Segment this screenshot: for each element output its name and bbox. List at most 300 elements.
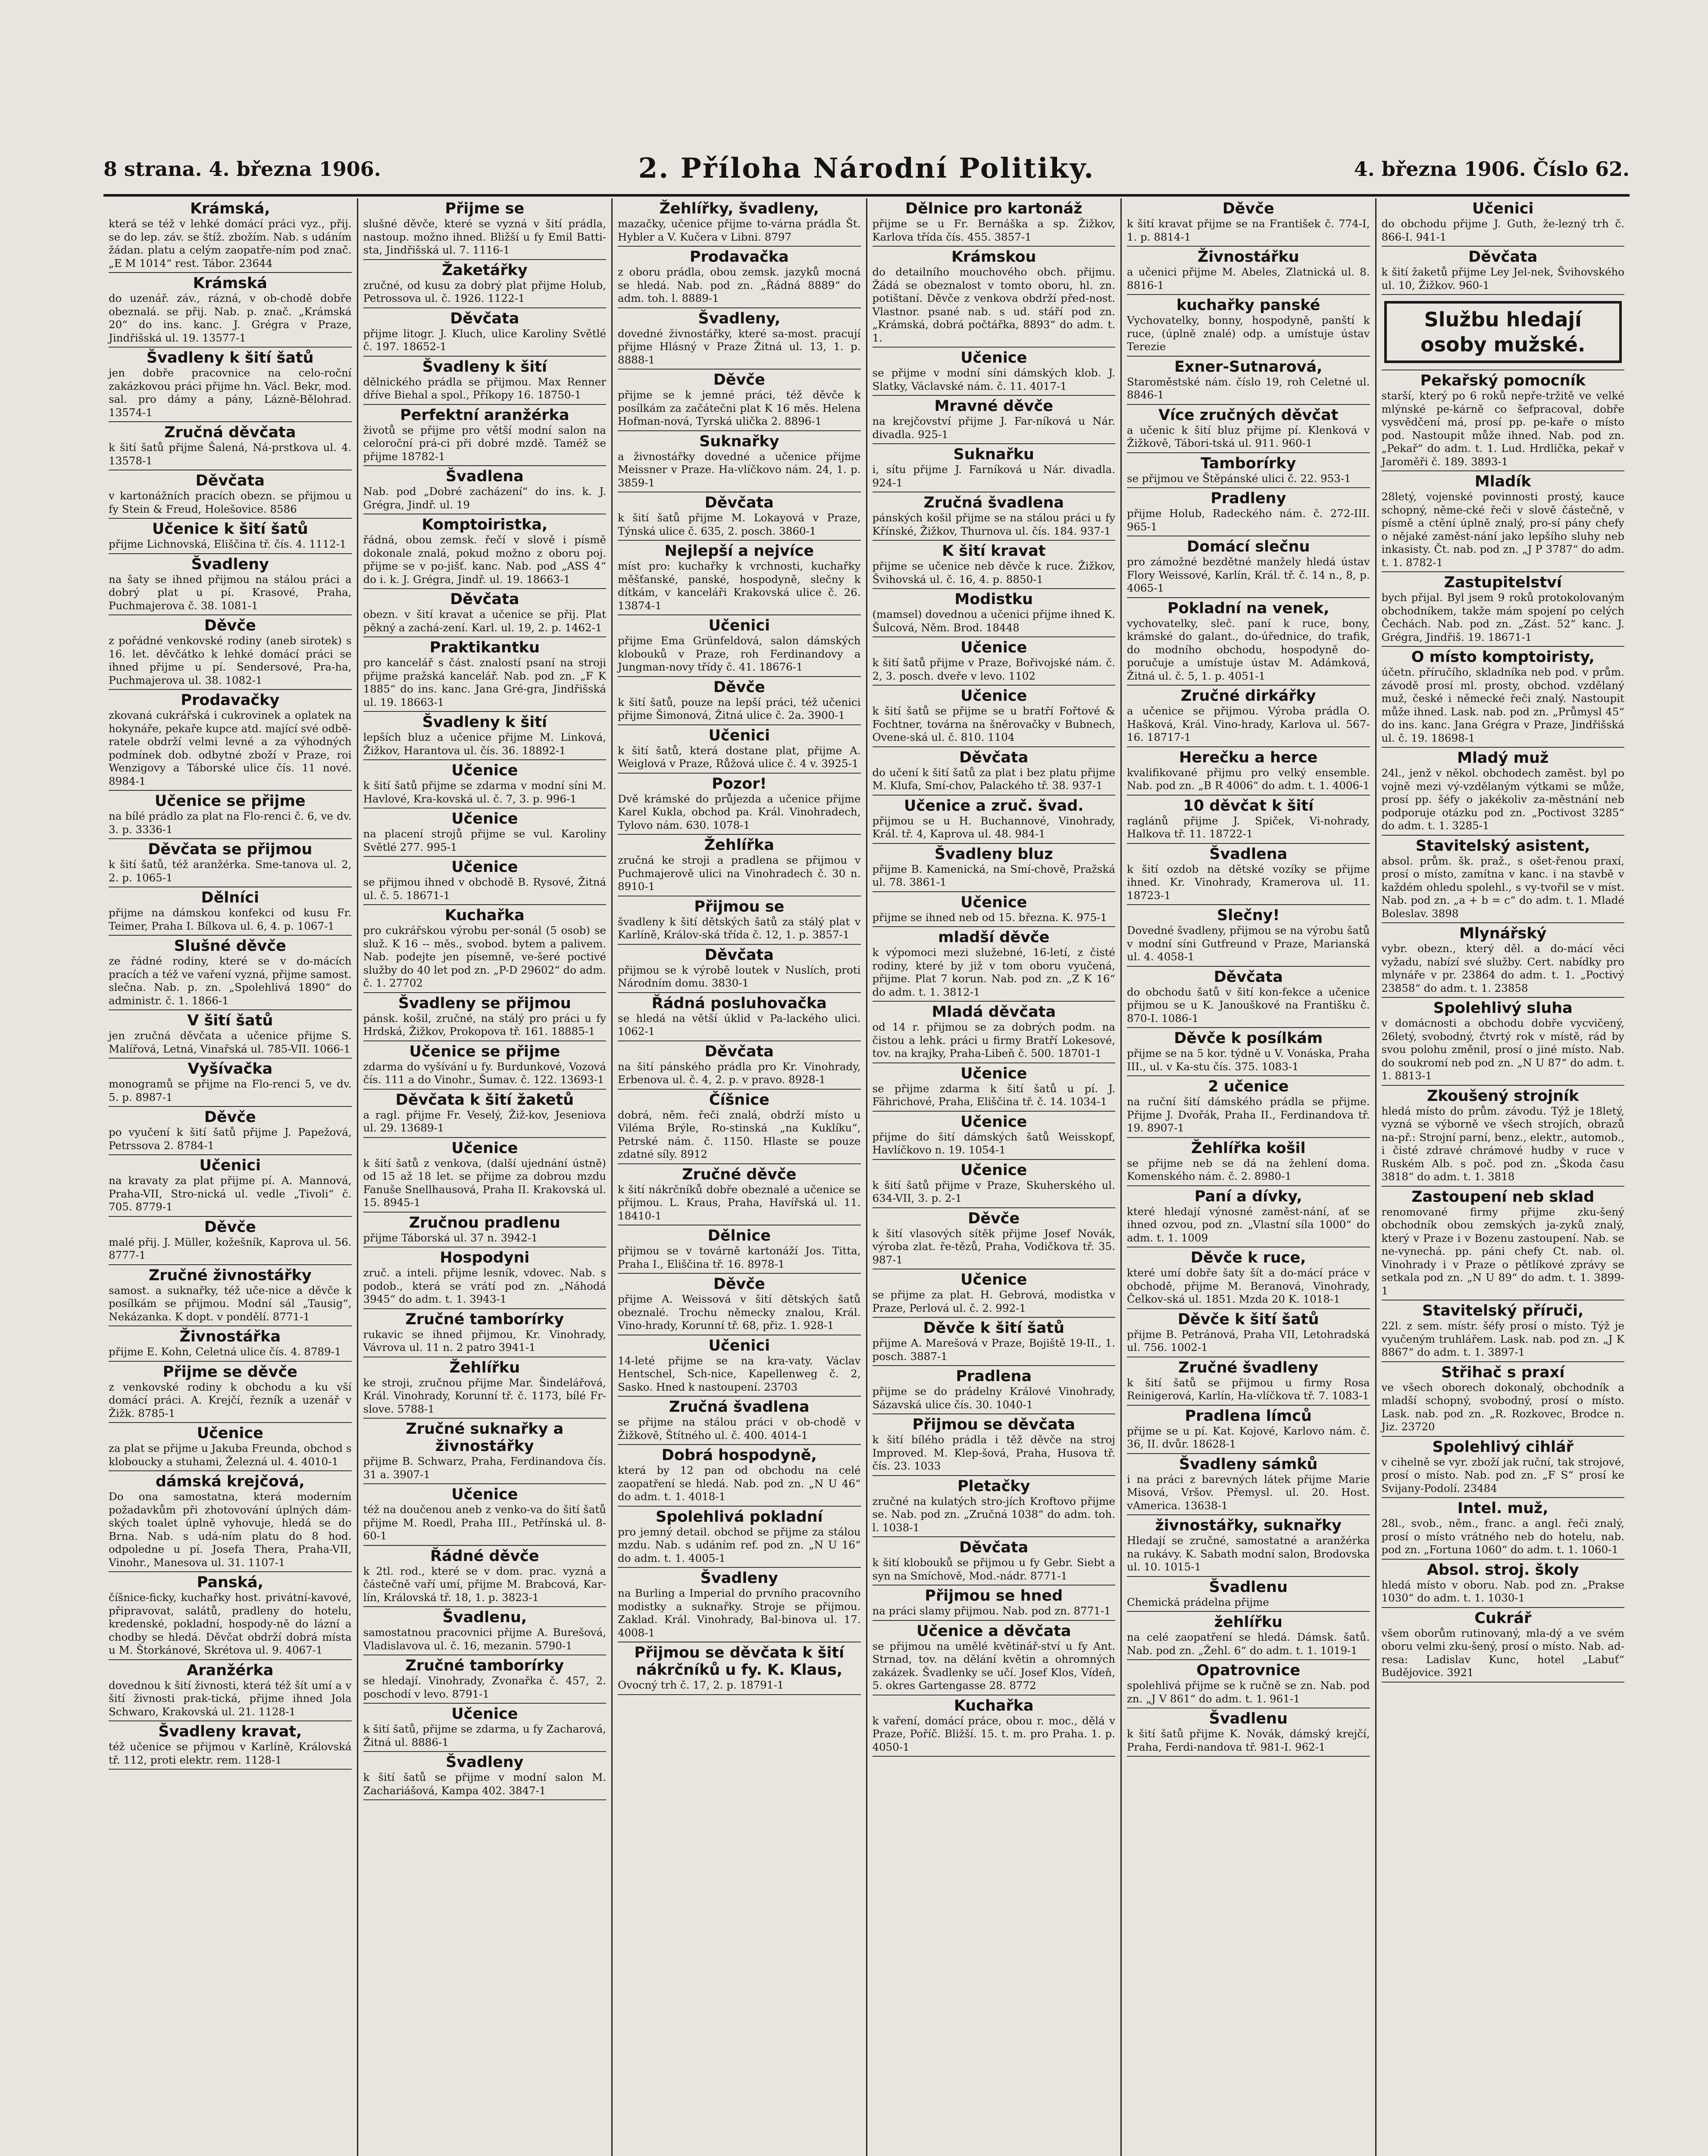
classified-ad — [618, 541, 861, 615]
ad-body: švadleny k šití dětských šatů za stálý plat v Karlíně, Králov-ská třída č. 12, 1. p. 3857-1 — [618, 915, 861, 941]
ad-title: Zručná švadlena — [923, 494, 1064, 511]
ad-body: účetn. příručího, skladníka neb pod. v prům. závodě prosí ml. prosty, obchod. vzdělaný muž, české i německé řeči znalý. Nastoupit může ihned. Lask. nab. pod zn. „Průmysl 45“ do ins. kanc. Jana Grégra v Praze, Jindřišská ul. č. 19. 18698-1 — [1381, 666, 1624, 744]
classified-ad — [1382, 1498, 1625, 1560]
ad-body: kvalifikované přijmu pro velký ensemble. Nab. pod zn. „B R 4006“ do adm. t. 1. 4006-1 — [1127, 766, 1370, 792]
ad-title: Pekařský pomocník — [1420, 372, 1586, 389]
classified-ad — [109, 273, 352, 348]
ad-title: Absol. stroj. školy — [1426, 1561, 1579, 1579]
classified-ad — [363, 1309, 607, 1357]
classified-ad — [873, 1160, 1116, 1208]
ad-body: přijme Ema Grünfeldová, salon dámských klobouků v Praze, roh Ferdinandovy a Jungman-novy třídy č. 41. 18676-1 — [618, 634, 861, 673]
ad-body: pánsk. košil, zručné, na stálý pro práci u fy Hrdská, Žižkov, Prokopova tř. 161. 18885-1 — [363, 1012, 606, 1037]
ad-body: (mamsel) dovednou a učenici přijme ihned K. Šulcová, Něm. Brod. 18448 — [872, 608, 1115, 634]
ad-title: Přijme se děvče — [163, 1363, 297, 1381]
ad-title: Pletačky — [957, 1477, 1030, 1495]
ad-title: Komptoiristka, — [422, 516, 548, 533]
ad-body: obezn. v šití kravat a učenice se přij. Plat pěkný a zachá-zení. Karl. ul. 19, 2. p. 1462-1 — [363, 608, 606, 634]
classified-ad — [1127, 1357, 1370, 1406]
ad-title: Děvče k posílkám — [1174, 1030, 1323, 1047]
ad-body: se hledají. Vinohrady, Zvonařka č. 457, 2. poschodí v levo. 8791-1 — [363, 1674, 606, 1700]
column-4 — [867, 198, 1122, 2156]
classified-ad — [873, 747, 1116, 796]
ad-title: Dělnice pro kartonáž — [905, 200, 1082, 217]
ad-body: k šití šatů z venkova, (další ujednání ústně) od 15 až 18 let. se přijme za dobrou mzdu Fanuše Snellhausová, Praha II. Krakovská ul. 15. 8945-1 — [363, 1156, 606, 1209]
ad-body: Chemická prádelna přijme — [1127, 1595, 1269, 1608]
classified-ad — [1127, 453, 1370, 489]
classified-ad — [363, 514, 607, 589]
ad-body: Nab. pod „Dobré zacházení“ do ins. k. J. Grégra, Jindř. ul. 19 — [363, 485, 606, 511]
ad-title: Děvčata — [450, 591, 519, 608]
classified-ad — [1127, 1454, 1370, 1516]
classified-ad — [873, 444, 1116, 492]
ad-body: dovedné živnostářky, které sa-most. pracují přijme Hlásný v Praze Žitná ul. 13, 1. p. 8888-1 — [618, 327, 861, 366]
ad-title: Děvčata — [1214, 968, 1283, 986]
ad-title: Švadleny — [446, 1754, 524, 1771]
classified-ad — [1127, 488, 1370, 536]
ad-body: dobrá, něm. řeči znalá, obdrží místo u Viléma Brýle, Ro-stinská „na Kuklíku“, Petrské nám. č. 1150. Hlaste se pouze zdatné síly. 8912 — [618, 1108, 861, 1160]
ad-body: se přijme zdarma k šití šatů u pí. J. Fährichové, Praha, Eliščina tř. č. 14. 1034-1 — [872, 1082, 1115, 1108]
classified-ad — [363, 1090, 607, 1138]
ad-title: Děvče — [713, 371, 765, 389]
classified-ad — [873, 637, 1116, 686]
ad-body: přijme A. Weissová v šití dětských šatů obeznalé. Trochu německy znalou, Král. Vino-hrady, Korunní tř. 68, přiz. 1. 928-1 — [618, 1293, 861, 1332]
ad-title: Učenice se přijme — [409, 1043, 560, 1060]
classified-ad — [363, 198, 607, 260]
ad-title: Mladý muž — [1457, 749, 1549, 767]
ad-title: Učenice — [451, 859, 518, 876]
classified-ad — [1382, 1560, 1625, 1608]
ad-body: k 2tl. rod., které se v dom. prac. vyzná a částečně vaří umí, přijme M. Brabcová, Kar-lín, Královská tř. 18, 1. p. 3823-1 — [363, 1564, 606, 1604]
ad-body: na bílé prádlo za plat na Flo-renci č. 6, ve dv. 3. p. 3336-1 — [109, 810, 352, 836]
classified-ad — [618, 1274, 861, 1335]
classified-ad — [109, 1155, 352, 1217]
ad-title: Děvčata — [704, 494, 774, 511]
ad-body: k šití nákrčníků dobře obeznalé a učenice se přijmou. L. Kraus, Praha, Havířská ul. 11. 18410-1 — [618, 1183, 861, 1222]
classified-ad — [109, 839, 352, 887]
classified-ad — [1382, 1086, 1625, 1187]
classified-ad — [363, 308, 607, 357]
ad-body: rukavic se ihned přijmou, Kr. Vinohrady, Vávrova ul. 11 n. 2 patro 3941-1 — [363, 1328, 606, 1354]
ad-title: Švadleny k šití — [422, 358, 547, 376]
classified-ad — [618, 725, 861, 774]
classified-ad — [363, 993, 607, 1041]
ad-body: též učenice se přijmou v Karlíně, Královská tř. 112, proti elektr. rem. 1128-1 — [109, 1740, 352, 1766]
ad-title: Učenice — [960, 1113, 1027, 1131]
ad-body: se přijme v modní síni dámských klob. J. Slatky, Václavské nám. č. 11. 4017-1 — [872, 367, 1115, 392]
ad-body: zruč. a inteli. přijme lesník, vdovec. Nab. s podob., která se vrátí pod zn. „Náhodá 3945“ do adm. t. 1. 3943-1 — [363, 1266, 606, 1305]
ad-body: přijme B. Petránová, Praha VII, Letohradská ul. 756. 1002-1 — [1127, 1328, 1370, 1354]
ad-body: k šití šatů, přijme se zdarma, u fy Zacharová, Žitná ul. 8886-1 — [363, 1723, 606, 1749]
ad-body: spolehlivá přijme se k ručně se zn. Nab. pod zn. „J V 861“ do adm. t. 1. 961-1 — [1127, 1679, 1370, 1705]
classified-ad — [873, 1269, 1116, 1318]
ad-title: Učenice a zruč. švad. — [904, 797, 1084, 815]
ad-body: Dovedné švadleny, přijmou se na výrobu šatů v modní síni Gutfreund v Praze, Marianská ul. 4. 4058-1 — [1127, 924, 1370, 963]
ad-title: Stavitelský asistent, — [1415, 837, 1590, 855]
ad-title: Učenici — [708, 1337, 770, 1354]
ad-title: mladší děvče — [938, 929, 1050, 946]
classified-ad — [618, 1397, 861, 1445]
ad-body: absol. prům. šk. praž., s ošet-řenou praxí, prosí o místo, zamítna v kanc. i na stavbě v každém ohledu spolehl., s vy-tvořil se v míst. Nab. pod zn. „a + b = c“ do adm. t. 1. Mladé Boleslav. 3898 — [1381, 854, 1624, 920]
ad-title: Mlynářský — [1459, 925, 1547, 942]
classified-ad — [1382, 572, 1625, 647]
classified-ad — [873, 396, 1116, 444]
ad-body: k šití šatů přijme K. Novák, dámský krejčí, Praha, Ferdi-nandova tř. 981-I. 962-1 — [1127, 1727, 1370, 1753]
ad-title: 10 děvčat k šití — [1183, 797, 1314, 815]
ad-title: Číšnice — [709, 1091, 770, 1109]
ad-body: Do ona samostatna, která moderním požadavkům při zhotovování úplných dám-ských toalet úplně vyhovuje, hledá se do Brna. Nab. s udá-ním platu do 8 hod. odpoledne u pí. Josefa Thera, Praha-VII, Vinohr., Manesova ul. 31. 1107-1 — [109, 1490, 352, 1569]
ad-body: se hledá na větší úklid v Pa-lackého ulici. 1062-1 — [618, 1012, 861, 1037]
ad-title: Zručnou pradlenu — [409, 1214, 560, 1232]
ad-title: Krámská — [193, 275, 267, 292]
classified-ad — [363, 1247, 607, 1309]
classified-ad — [873, 198, 1116, 247]
ad-body: k šití šatů se přijme se u bratří Fořtové & Fochtner, továrna na šněrovačky v Bubnech, Ovene-ská ul. č. 810. 1104 — [872, 705, 1115, 743]
ad-body: míst pro: kuchařky k vrchnosti, kuchařky měšťanské, panské, hospodyně, slečny k dítkám, v kanceláři Krakovská ulice č. 26. 13874-1 — [618, 560, 861, 612]
classified-ad — [109, 615, 352, 690]
ad-body: renomované firmy přijme zku-šený obchodník obou zemských ja-zyků znalý, který v Praze i v Bozenu zastoupení. Nab. se ne-vynechá. pp. páni chefy Ct. nab. ol. Vinohrady i v Praze o pětlíkové zprávy se setkala pod zn. „N U 89“ do adm. t. 1. 3899-1 — [1381, 1205, 1624, 1297]
ad-body: přijme do šití dámských šatů Weisskopf, Havlíčkovo n. 19. 1054-1 — [872, 1130, 1115, 1156]
ad-body: přijme E. Kohn, Celetná ulice čís. 4. 8789-1 — [109, 1345, 341, 1358]
ad-title: Děvčata — [1468, 248, 1538, 266]
ad-body: na práci slamy přijmou. Nab. pod zn. 8771-1 — [872, 1604, 1111, 1617]
ad-body: po vyučení k šití šatů přijme J. Papežová, Petrssova 2. 8784-1 — [109, 1126, 352, 1152]
page-number-date: 8 strana. 4. března 1906. — [103, 157, 381, 181]
ad-title: Učenice — [197, 1425, 263, 1442]
ad-title: 2 učenice — [1208, 1078, 1289, 1095]
ad-body: jen dobře pracovnice na celo-roční zakázkovou práci přijme hn. Václ. Bekr, mod. sal. pro dámy a pány, Lázně-Bělohrad. 13574-1 — [109, 367, 352, 419]
classified-ad — [873, 247, 1116, 348]
classified-ad — [618, 896, 861, 945]
classified-ad — [363, 1484, 607, 1546]
ad-title: Dobrá hospodyně, — [661, 1447, 817, 1464]
classified-columns — [103, 198, 1630, 2156]
ad-body: do obchodu šatů v šití kon-fekce a učenice přijmou se u K. Janouškové na Františku č. 870-I. 1086-1 — [1127, 985, 1370, 1025]
classified-ad — [873, 892, 1116, 928]
classified-ad — [873, 541, 1116, 589]
ad-body: samostatnou pracovnici přijme A. Burešová, Vladislavova ul. č. 16, mezanin. 5790-1 — [363, 1626, 606, 1652]
classified-ad — [1127, 747, 1370, 796]
ad-title: Opatrovnice — [1196, 1662, 1301, 1679]
classified-ad — [873, 1621, 1116, 1695]
ad-title: Mladá děvčata — [932, 1003, 1056, 1021]
ad-body: do uzenář. záv., rázná, v ob-chodě dobře obeznalá. se přij. Nab. p. znač. „Krámská 20“ do ins. kanc. J. Grégra v Praze, Jindřišská ul. 19. 13577-1 — [109, 292, 352, 344]
ad-title: Pozor! — [712, 775, 767, 793]
ad-body: k šití klobouků se přijmou u fy Gebr. Siebt a syn na Smíchově, Mod.-nádr. 8771-1 — [872, 1556, 1115, 1582]
classified-ad — [618, 492, 861, 541]
ad-title: Děvče k šití šatů — [1177, 1310, 1319, 1328]
classified-ad — [109, 1721, 352, 1770]
classified-ad — [109, 887, 352, 936]
classified-ad — [109, 554, 352, 616]
classified-ad — [109, 1572, 352, 1660]
ad-body: pro jemný detail. obchod se přijme za stálou mzdu. Nab. s udáním ref. pod zn. „N U 16“ do adm. t. 1. 4005-1 — [618, 1525, 861, 1564]
classified-ad — [109, 936, 352, 1010]
ad-body: vybr. obezn., který děl. a do-mácí věci vyžadu, nabízí své služby. Cert. nabídky pro mlynáře v pr. 23864 do adm. t. 1. „Poctivý 23858“ do adm. t. 1. 23858 — [1381, 942, 1624, 994]
ad-body: Dvě krámské do průjezda a učenice přijme Karel Kukla, obchod pa. Král. Vinohradech, Tylovo nám. 630. 1078-1 — [618, 792, 861, 831]
ad-body: z oboru prádla, obou zemsk. jazyků mocná se hledá. Nab. pod zn. „Řádná 8889“ do adm. toh. l. 8889-1 — [618, 266, 861, 304]
classified-ad — [873, 348, 1116, 396]
ad-title: Děvče — [1222, 200, 1274, 217]
ad-title: Dělnice — [707, 1227, 771, 1244]
ad-title: Více zručných děvčat — [1158, 406, 1339, 424]
classified-ad — [618, 1041, 861, 1090]
classified-ad — [873, 686, 1116, 747]
ad-body: se přijmou ihned v obchodě B. Rysové, Žitná ul. č. 5. 18671-1 — [363, 876, 606, 902]
classified-ad — [1127, 1515, 1370, 1577]
ad-title: Intel. muž, — [1457, 1500, 1548, 1517]
ad-body: na šití pánského prádla pro Kr. Vinohrady, Erbenova ul. č. 4, 2. p. v pravo. 8928-1 — [618, 1060, 861, 1086]
ad-title: Děvčata — [704, 946, 774, 964]
ad-body: k šití bílého prádla i těž děvče na stroj Improved. M. Klep-šová, Praha, Husova tř. čís. 23. 1033 — [872, 1433, 1115, 1472]
ad-body: k výpomoci mezi služebné, 16-letí, z čisté rodiny, které by již v tom oboru vyučená, přijme. Plat 7 korun. Nab. pod zn. „Z K 16“ do adm. t. 1. 3812-1 — [872, 946, 1115, 998]
page-header — [103, 149, 1630, 196]
ad-body: v domácnosti a obchodu dobře vycvičený, 26letý, svobodný, čtvrtý rok v místě, rád by svou polohu změnil, prosí o jiné místo. Nab. do soukromí neb pod zn. „N U 87“ do adm. t. 1. 8813-1 — [1381, 1017, 1624, 1082]
ad-body: a učenic k šití bluz přijme pí. Klenková v Žižkově, Tábori-tská ul. 911. 960-1 — [1127, 423, 1370, 449]
ad-title: Cukrář — [1474, 1609, 1532, 1627]
ad-title: Mravné děvče — [934, 398, 1053, 415]
classified-ad — [618, 1090, 861, 1164]
ad-title: Přijmou se — [694, 898, 785, 915]
classified-ad — [873, 1537, 1116, 1586]
ad-body: která by 12 pan od obchodu na celé zaopatření se hledá. Nab. pod zn. „N U 46“ do adm. t. 1. 4018-1 — [618, 1464, 861, 1503]
ad-title: Řádné děvče — [430, 1547, 539, 1565]
ad-title: Přijmou se hned — [925, 1587, 1063, 1604]
ad-title: Suknařky — [699, 432, 779, 450]
classified-ad — [109, 1059, 352, 1107]
ad-body: se přijme na stálou práci v ob-chodě v Žižkově, Štítného ul. č. 400. 4014-1 — [618, 1416, 861, 1442]
classified-ad — [873, 796, 1116, 844]
ad-body: životů se přijme pro větší modní salon na celoroční prá-ci při dobré mzdě. Taméž se přijme 18782-1 — [363, 423, 606, 463]
classified-ad — [1127, 295, 1370, 357]
ad-body: k šití kravat přijme se na František č. 774-I, 1. p. 8814-1 — [1127, 217, 1370, 243]
classified-ad — [873, 1112, 1116, 1160]
ad-title: Děvče — [968, 1210, 1020, 1227]
ad-title: Zručná děvčata — [164, 424, 296, 441]
ad-body: mazačky, učenice přijme to-várna prádla Št. Hybler a V. Kučera v Libni. 8797 — [618, 217, 861, 243]
classified-ad — [1127, 536, 1370, 598]
classified-ad — [1127, 686, 1370, 747]
ad-body: zručné, od kusu za dobrý plat přijme Holub, Petrossova ul. č. 1926. 1122-1 — [363, 279, 606, 304]
ad-body: k šití šatů, pouze na lepší práci, též učenici přijme Šimonová, Žitná ulice č. 2a. 3900-1 — [618, 696, 861, 721]
classified-ad — [363, 1607, 607, 1655]
classified-ad — [618, 308, 861, 370]
classified-ad — [1382, 923, 1625, 998]
publication-title: 2. Příloha Národní Politiky. — [638, 152, 1095, 185]
classified-ad — [109, 198, 352, 273]
ad-body: k šití šatů, která dostane plat, přijme A. Weiglová v Praze, Růžová ulice č. 4 v. 3925-1 — [618, 744, 861, 770]
classified-ad — [1127, 405, 1370, 453]
ad-body: dovednou k šití živnosti, která též šít umí a v šití živnosti prak-tická, přijme ihned Jola Schwaro, Krakovská ul. 21. 1128-1 — [109, 1679, 352, 1718]
classified-ad — [109, 1265, 352, 1327]
classified-ad — [618, 1164, 861, 1226]
ad-body: bych přijal. Byl jsem 9 roků protokolovaným obchodníkem, takže mám spojení po celých Čechách. Nab. pod zn. „Zást. 52“ kanc. J. Grégra, Jindřiš. 19. 18671-1 — [1381, 591, 1624, 643]
classified-ad — [1127, 967, 1370, 1028]
ad-body: do detailního mouchového obch. přijmu. Žádá se obeznalost v tomto oboru, hl. zn. potištaní. Děvče z venkova obdrží před-nost. Vlastnor. psané nab. s ud. stáří pod zn. „Krámská, dobrá počtářka, 8893“ do adm. t. 1. — [872, 266, 1115, 344]
ad-title: Zručné tamborírky — [405, 1310, 564, 1328]
ad-body: lepších bluz a učenice přijme M. Linková, Žižkov, Harantova ul. čís. 36. 18892-1 — [363, 731, 606, 757]
ad-title: Žehlířka košil — [1191, 1139, 1306, 1157]
ad-body: a učenice se přijmou. Výroba prádla O. Hašková, Král. Vino-hrady, Karlova ul. 567-16. 18717-1 — [1127, 705, 1370, 743]
ad-title: Švadleny se přijmou — [398, 994, 571, 1012]
classified-ad — [109, 1471, 352, 1572]
ad-body: 28letý, vojenské povinnosti prostý, kauce schopný, něme-cké řeči v slově částečně, v písmě a ctění úplně znalý, pro-sí pány chefy o nějaké zaměst-nání jako lepšího sluhy neb inkasisty. Čt. nab. pod zn. „J P 3787“ do adm. t. 1. 8782-1 — [1381, 490, 1624, 569]
ad-body: a ragl. přijme Fr. Veselý, Žiž-kov, Jeseniova ul. 29. 13689-1 — [363, 1108, 606, 1134]
ad-title: Řádná posluhovačka — [651, 994, 827, 1012]
ad-title: Zručné děvče — [682, 1166, 797, 1183]
classified-ad — [363, 589, 607, 637]
ad-title: Učenici — [708, 727, 770, 744]
classified-ad — [1382, 295, 1625, 370]
classified-ad — [1127, 1406, 1370, 1454]
ad-body: starší, který po 6 roků nepře-tržitě ve velké mlýnské pe-kárně co šefpracoval, dobře vysvědčení má, prosí pp. pe-kaře o místo pod. Nastoupit může ihned. Nab. pod zn. „Pekař“ do adm. t. 1. Lud. Hrdlička, pekař v Jaroměři č. 189. 3893-1 — [1381, 389, 1624, 468]
classified-ad — [109, 470, 352, 519]
ad-title: Žehlířka — [704, 837, 774, 854]
ad-title: Žaketářky — [441, 261, 528, 279]
ad-title: Střihač s praxí — [1441, 1363, 1565, 1381]
ad-body: na placení strojů přijme se vul. Karoliny Světlé 277. 995-1 — [363, 827, 606, 853]
classified-ad — [109, 1660, 352, 1722]
ad-title: V šití šatů — [187, 1012, 273, 1029]
classified-ad — [1382, 471, 1625, 572]
classified-ad — [1127, 1138, 1370, 1186]
ad-body: se přijme za plat. H. Gebrová, modistka v Praze, Perlová ul. č. 2. 992-1 — [872, 1288, 1115, 1314]
ad-body: číšnice-ficky, kuchařky host. privátní-kavové, připravovat, salátů, pradleny do hotelu, kredenské, pokladní, hospody-ně do lázní a chodby se hledá. Děvčat obdrží dobrá místa u M. Štorkánové, Skrétova ul. 9. 4067-1 — [109, 1591, 352, 1656]
ad-title: Slečny! — [1217, 907, 1280, 924]
classified-ad — [363, 637, 607, 712]
classified-ad — [1127, 1076, 1370, 1138]
ad-body: přijme se na 5 kor. týdně u V. Vonáska, Praha III., ul. v Ka-stu čís. 375. 1083-1 — [1127, 1047, 1370, 1073]
ad-title: Učenice — [960, 1271, 1027, 1288]
ad-title: Děvče — [204, 1109, 256, 1126]
ad-body: přijmou se k výrobě loutek v Nuslích, proti Národním domu. 3830-1 — [618, 963, 861, 989]
classified-ad — [363, 357, 607, 405]
ad-body: přijme Lichnovská, Eliščina tř. čís. 4. 1112-1 — [109, 538, 347, 550]
ad-body: samost. a suknařky, též uče-nice a děvče k posílkám se přijmou. Modní sál „Tausig“, Nekázanka. K dopt. v pondělí. 8771-1 — [109, 1284, 352, 1323]
ad-title: Kuchařka — [444, 907, 525, 924]
ad-body: i na práci z barevných látek přijme Marie Misová, Vršov. Přemysl. ul. 20. Host. vAmerica. 13638-1 — [1127, 1473, 1370, 1512]
ad-title: Učenice k šití šatů — [152, 520, 308, 538]
classified-ad — [1127, 905, 1370, 967]
ad-body: přijmou se v továrně kartonáží Jos. Titta, Praha I., Eliščina tř. 16. 8978-1 — [618, 1244, 861, 1270]
classified-ad — [618, 774, 861, 835]
classified-ad — [873, 1002, 1116, 1063]
classified-ad — [1382, 198, 1625, 247]
ad-body: dělnického prádla se přijmou. Max Renner dříve Biehal a spol., Příkopy 16. 18750-1 — [363, 375, 606, 401]
ad-title: Děvče — [204, 617, 256, 634]
classified-ad — [618, 431, 861, 493]
ad-title: Spolehlivá pokladní — [655, 1508, 823, 1526]
ad-body: přijme B. Kamenická, na Smí-chově, Pražská ul. 78. 3861-1 — [872, 862, 1115, 888]
ad-title: Švadlenu — [1209, 1578, 1288, 1596]
classified-ad — [363, 1752, 607, 1800]
ad-body: se přijme neb se dá na žehlení doma. Komenského nám. č. 2. 8980-1 — [1127, 1156, 1370, 1182]
ad-title: Paní a dívky, — [1194, 1188, 1302, 1205]
ad-title: Modistku — [954, 591, 1033, 608]
ad-body: slušné děvče, které se vyzná v šití prádla, nastoup. možno ihned. Bližší u fy Emil Batti-sta, Jindřišská ul. 7. 1116-1 — [363, 217, 606, 256]
ad-body: přijme se u pí. Kat. Kojové, Karlovo nám. č. 36, II. dvůr. 18628-1 — [1127, 1424, 1370, 1450]
ad-body: z venkovské rodiny k obchodu a ku vší domácí práci. A. Krejčí, řezník a uzenář v Žižk. 8785-1 — [109, 1380, 352, 1420]
classified-ad — [109, 348, 352, 422]
ad-title: Švadlena — [1209, 845, 1288, 863]
ad-title: Prodavačky — [181, 692, 280, 709]
ad-title: Učenice — [451, 1486, 518, 1503]
classified-ad — [1127, 1660, 1370, 1708]
ad-title: Přijme se — [445, 200, 525, 217]
ad-title: Děvče — [713, 1275, 765, 1293]
column-6 — [1376, 198, 1630, 2156]
ad-body: raglánů přijme J. Spiček, Vi-nohrady, Halkova tř. 11. 18722-1 — [1127, 814, 1370, 840]
ad-body: řádná, obou zemsk. řečí v slově i písmě dokonale znalá, pokud možno z oboru poj. přijme se v po-jišť. kanc. Nab. pod „ASS 4“ do i. k. J. Grégra, Jindř. ul. 19. 18663-1 — [363, 533, 606, 586]
ad-body: na ruční šití dámského prádla se přijme. Přijme J. Dvořák, Praha II., Ferdinandova tř. 19. 8907-1 — [1127, 1095, 1370, 1134]
classified-ad — [363, 1419, 607, 1484]
ad-title: Švadleny — [191, 555, 269, 573]
ad-title: Stavitelský příruči, — [1422, 1302, 1584, 1319]
ad-title: Nejlepší a nejvíce — [664, 542, 814, 560]
ad-title: Žehlířku — [449, 1359, 520, 1376]
section-heading: Službu hledají osoby mužské. — [1420, 308, 1586, 356]
ad-title: Učenice — [960, 687, 1027, 705]
ad-title: Švadlena — [445, 468, 524, 485]
ad-title: Děvčata — [704, 1043, 774, 1060]
ad-body: vychovatelky, sleč. paní k ruce, bony, krámské do galant., do-úřednice, do trafik, do modního obchodu, hospodyně do-poručuje a umístuje ústav M. Adámková, Žitná ul. č. 5, 1. p. 4051-1 — [1127, 617, 1370, 682]
ad-title: Učenici — [1472, 200, 1534, 217]
ad-body: 24l., jenž v někol. obchodech zaměst. byl po vojně mezi vý-vzdělaným výtkami se může, prosí pp. šéfy o jakékoliv za-městnání neb podporuje otázku pod zn. „Poctivost 3285“ do adm. t. 1. 3285-1 — [1381, 767, 1624, 832]
ad-title: Švadleny kravat, — [158, 1723, 302, 1740]
section-heading-box — [1384, 301, 1622, 363]
ad-body: se přijmou ve Štěpánské ulici č. 22. 953-1 — [1127, 472, 1351, 485]
ad-body: k šití žaketů přijme Ley Jel-nek, Švihovského ul. 10, Žižkov. 960-1 — [1381, 266, 1624, 291]
classified-ad — [873, 1695, 1116, 1757]
ad-body: Ovocný trh č. 17, 2. p. 18791-1 — [618, 1679, 784, 1691]
ad-body: přijme Táborská ul. 37 n. 3942-1 — [363, 1231, 538, 1244]
ad-body: k šití šatů se přijmou u firmy Rosa Reinigerová, Karlín, Ha-vlíčkova tř. 7. 1083-1 — [1127, 1376, 1370, 1402]
classified-ad — [363, 1138, 607, 1213]
classified-ad — [1382, 370, 1625, 471]
ad-title: Děvčata se přijmou — [148, 841, 313, 858]
classified-ad — [1127, 198, 1370, 247]
ad-title: Zastupitelství — [1444, 574, 1562, 591]
ad-body: od 14 r. přijmou se za dobrých podm. na čistou a lehk. práci u firmy Bratří Lokesové, tov. na krajky, Praha-Libeň č. 500. 18701-1 — [872, 1021, 1115, 1059]
ad-title: Učenice — [451, 1139, 518, 1157]
ad-body: přijme Holub, Radeckého nám. č. 272-III. 965-1 — [1127, 507, 1370, 533]
classified-ad — [1127, 1708, 1370, 1757]
ad-body: zručné na kulatých stro-jích Kroftovo přijme se. Nab. pod zn. „Zručná 1038“ do adm. toh. l. 1038-1 — [872, 1495, 1115, 1534]
ad-title: Hospodyni — [440, 1249, 530, 1266]
classified-ad — [363, 1041, 607, 1090]
classified-ad — [618, 1642, 861, 1695]
classified-ad — [873, 1414, 1116, 1476]
ad-body: a živnostářky dovedné a učenice přijme Meissner v Praze. Ha-vlíčkovo nám. 24, 1. p. 3859-1 — [618, 450, 861, 489]
ad-body: 22l. z sem. místr. šéfy prosí o místo. Týž je vyučeným truhlářem. Lask. nab. pod zn. „J K 8867“ do adm. t. 1. 3897-1 — [1381, 1319, 1624, 1358]
classified-ad — [1127, 1028, 1370, 1076]
ad-body: k vaření, domácí práce, obou r. moc., dělá v Praze, Poříč. Bližší. 15. t. m. pro Praha. 1. p. 4050-1 — [872, 1714, 1115, 1753]
ad-body: a učenici přijme M. Abeles, Zlatnická ul. 8. 8816-1 — [1127, 266, 1370, 291]
classified-ad — [1382, 1300, 1625, 1362]
ad-title: Děvčata — [959, 749, 1029, 766]
classified-ad — [1382, 1187, 1625, 1301]
ad-title: Děvčata — [450, 310, 519, 327]
classified-ad — [109, 1423, 352, 1471]
ad-body: v cihelně se vyr. zboží jak ruční, tak strojové, prosí o místo. Nab. pod zn. „F S“ prosí ke Svijany-Podolí. 23484 — [1381, 1455, 1624, 1495]
ad-body: přijme se do prádelny Králové Vinohrady, Sázavská ulice čís. 30. 1040-1 — [872, 1385, 1115, 1411]
ad-title: Exner-Sutnarová, — [1174, 358, 1323, 376]
classified-ad — [618, 370, 861, 431]
classified-ad — [109, 690, 352, 791]
ad-body: přijme A. Marešová v Praze, Bojiště 19-II., 1. posch. 3887-1 — [872, 1337, 1115, 1363]
ad-title: Učenici — [708, 617, 770, 634]
classified-ad — [109, 791, 352, 839]
ad-title: Zkoušený strojník — [1427, 1087, 1579, 1105]
